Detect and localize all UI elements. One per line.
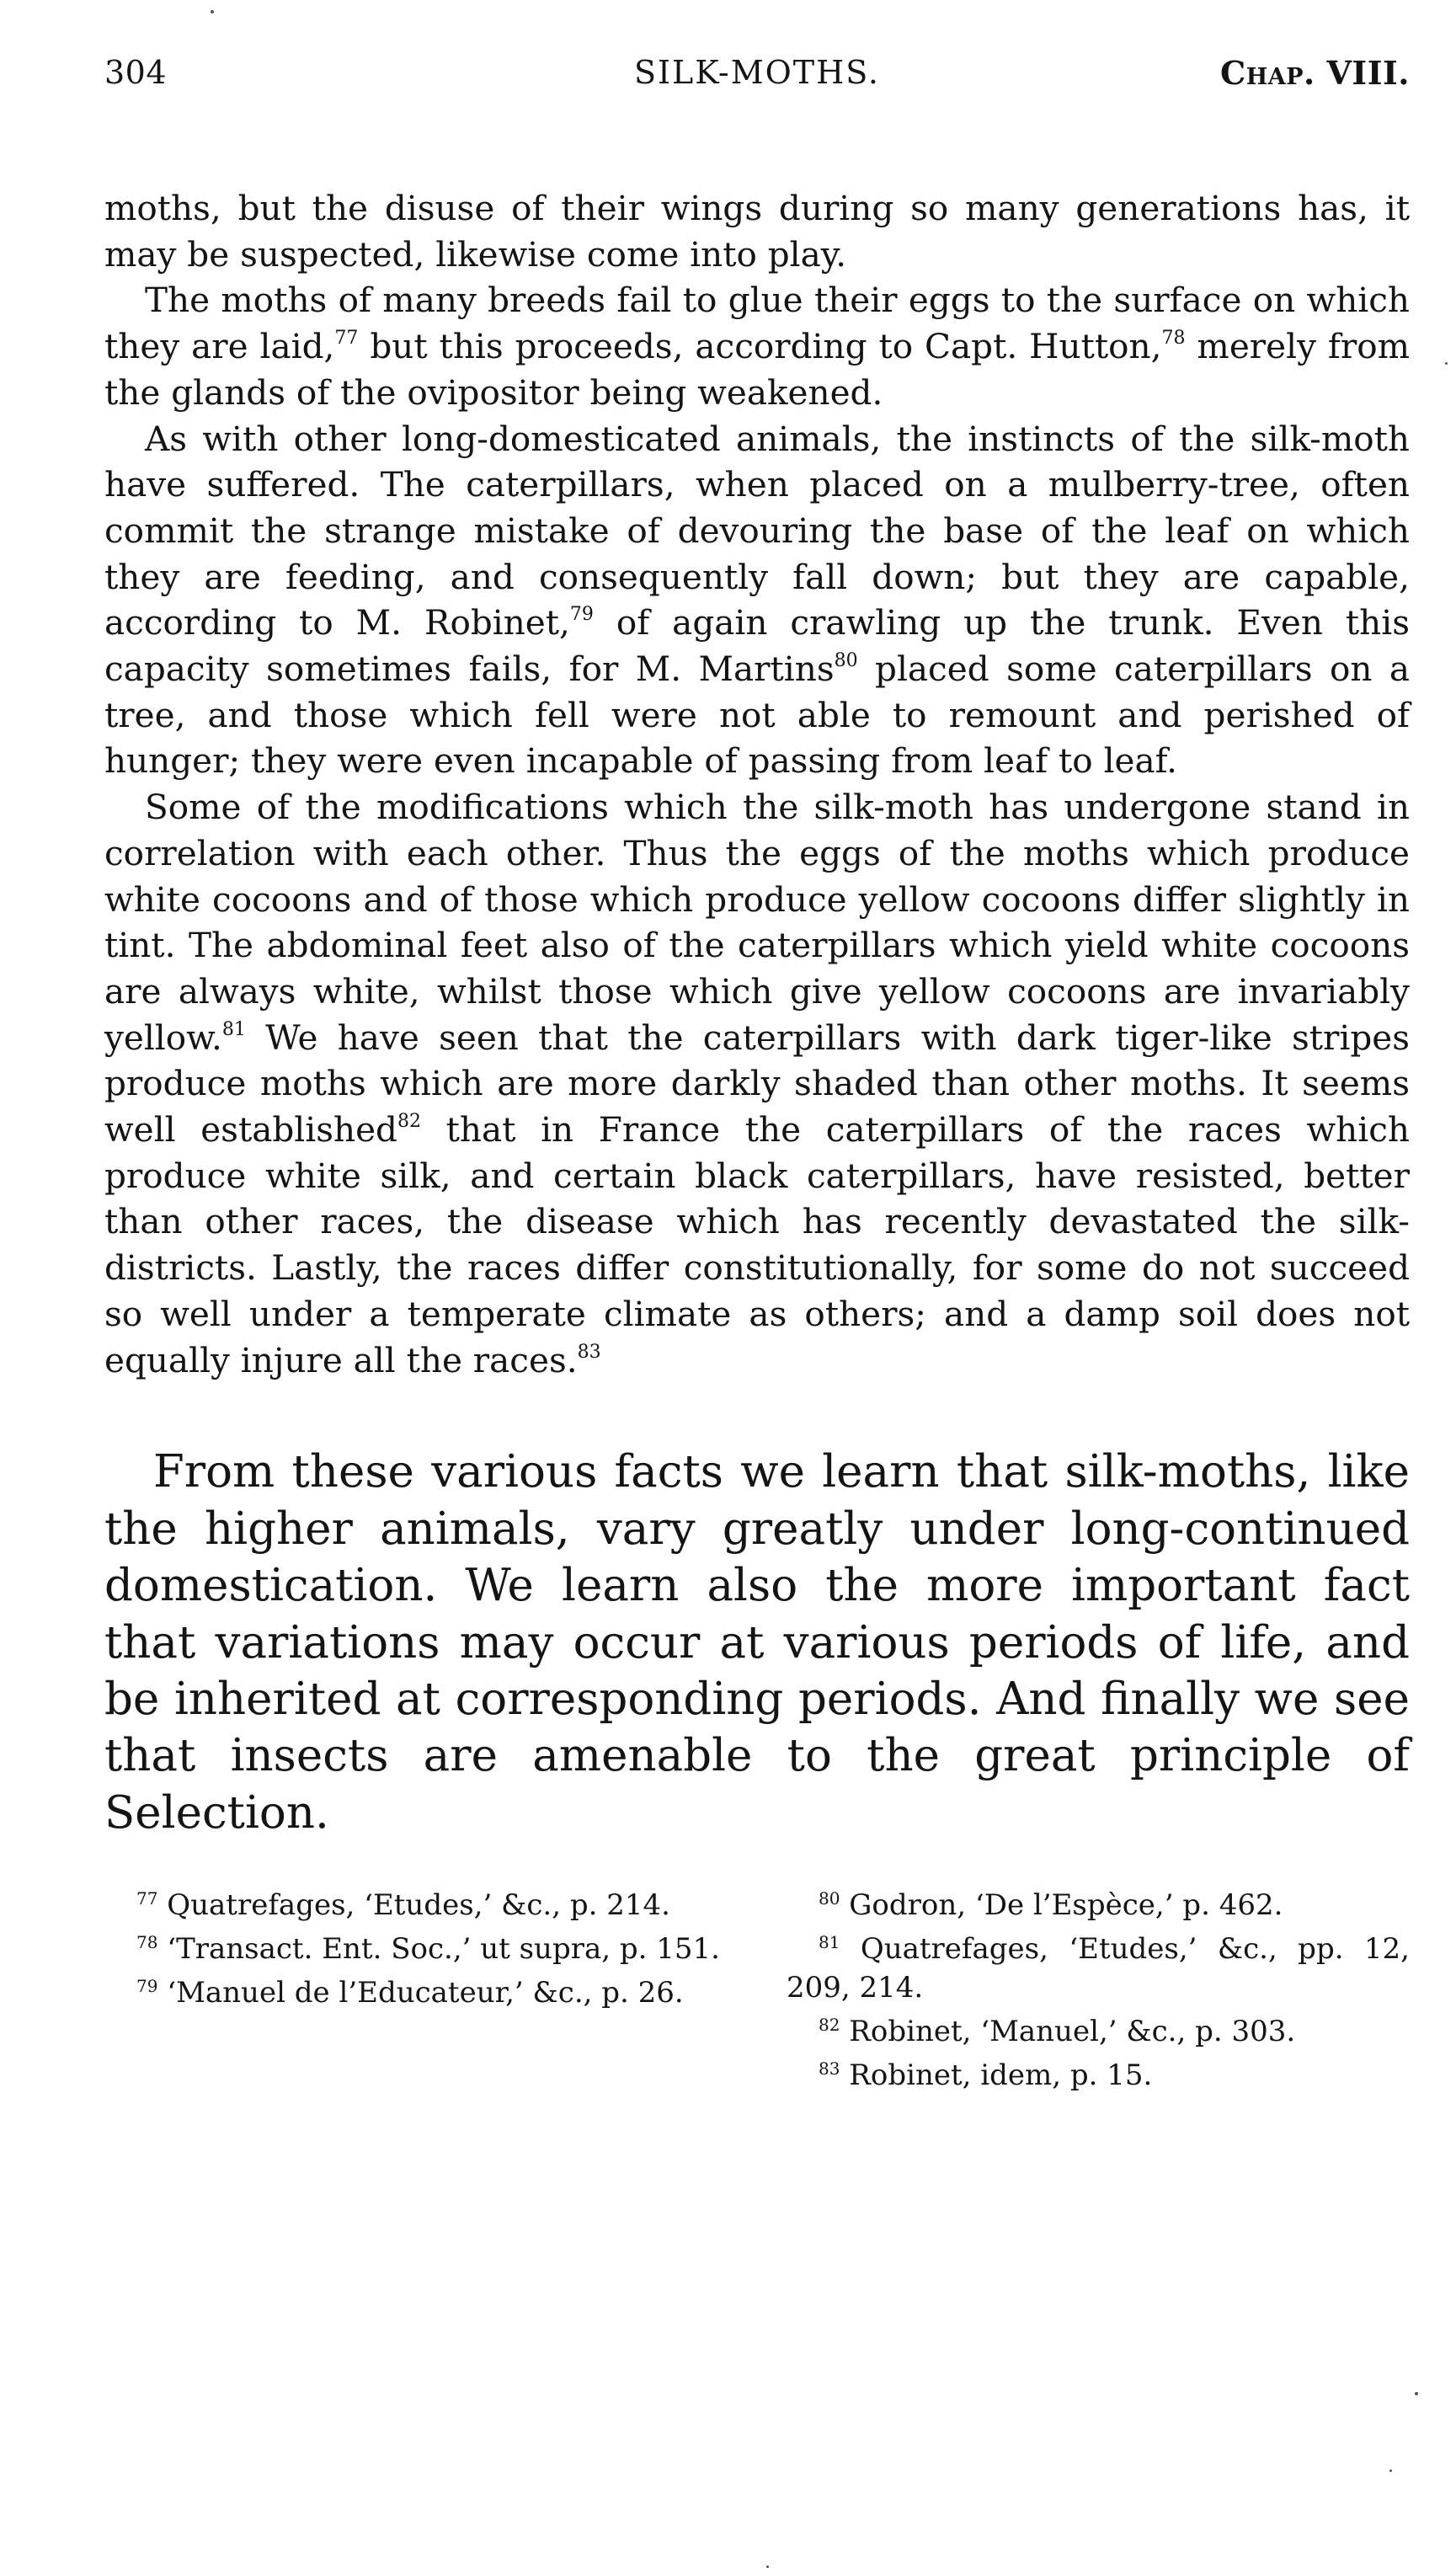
footnote-number: 79 xyxy=(136,1976,158,1997)
footnote-marker: 82 xyxy=(397,1111,421,1133)
scan-speck xyxy=(211,10,214,13)
paragraph-text: that in France the caterpillars of the races which produce white silk, and certain black caterpillars, have resisted, better than other races, the disease which has recently devastated the silk-districts. Lastly, the races differ constitutionally, for some do not succeed so well under a temperate climate as others; and a damp soil does not equally injure all the races. xyxy=(104,1109,1410,1380)
footnote-marker: 80 xyxy=(834,650,858,672)
footnotes-right-column xyxy=(787,1886,1410,2100)
scan-speck xyxy=(1445,362,1448,365)
paragraph-text: of again crawling up the trunk. Even this capacity sometimes fails, for M. Martins xyxy=(104,602,1410,690)
footnote-text: Robinet, ‘Manuel,’ &c., p. 303. xyxy=(840,2015,1296,2049)
paragraph-text: The moths of many breeds fail to glue their eggs to the surface on which they are laid, xyxy=(104,280,1410,367)
footnote-marker: 79 xyxy=(569,604,594,626)
footnote xyxy=(787,2012,1410,2051)
footnote-number: 77 xyxy=(136,1888,158,1909)
footnote-marker: 83 xyxy=(577,1341,601,1363)
footnote-number: 80 xyxy=(819,1888,840,1909)
paragraph-text: merely from the glands of the ovipositor being weakened. xyxy=(104,326,1411,413)
book-page xyxy=(104,44,1410,2100)
scan-speck xyxy=(1415,2392,1418,2395)
chapter-label: Chap. VIII. xyxy=(1219,54,1410,92)
footnote xyxy=(104,1973,728,2012)
paragraph-text: placed some caterpillars on a tree, and those which fell were not able to remount and perished of hunger; they were even incapable of passing from leaf to leaf. xyxy=(104,649,1411,782)
body-paragraph xyxy=(104,416,1410,785)
footnotes xyxy=(104,1886,1410,2100)
footnote xyxy=(787,2056,1410,2095)
footnote-text: Quatrefages, ‘Etudes,’ &c., pp. 12, 209, 214. xyxy=(787,1932,1410,2005)
footnote-marker: 81 xyxy=(221,1018,246,1040)
paragraph-text: We have seen that the caterpillars with dark tiger-like stripes produce moths which are more darkly shaded than other moths. It seems well established xyxy=(104,1017,1410,1151)
footnote-text: Godron, ‘De l’Espèce,’ p. 462. xyxy=(840,1888,1283,1923)
footnote-text: Quatrefages, ‘Etudes,’ &c., p. 214. xyxy=(157,1888,670,1923)
paragraph-text: Some of the modifications which the silk-moth has undergone stand in correlation with each other. Thus the eggs of the moths which produce white cocoons and of those which produce yellow cocoons differ slightly in tint. The abdominal feet also of the caterpillars which yield white cocoons are always white, whilst those which give yellow cocoons are invariably yellow. xyxy=(104,787,1410,1058)
body-paragraph xyxy=(104,277,1410,415)
summary-paragraph: From these various facts we learn that silk-moths, like the higher animals, vary greatly under long-continued domestication. We learn also the more important fact that variations may occur at various periods of life, and be inherited at corresponding periods. And finally we see that insects are amenable to the great principle of Selection. xyxy=(104,1446,1410,1839)
footnotes-left-column xyxy=(104,1886,728,2100)
body-paragraph xyxy=(104,784,1410,1383)
footnote-number: 82 xyxy=(819,2015,840,2036)
running-head xyxy=(104,44,1410,94)
footnote-marker: 77 xyxy=(334,328,359,350)
footnote-text: ‘Transact. Ent. Soc.,’ ut supra, p. 151. xyxy=(157,1932,720,1967)
footnote-number: 81 xyxy=(819,1932,840,1953)
footnote-text: Robinet, idem, p. 15. xyxy=(840,2058,1153,2093)
footnote-marker: 78 xyxy=(1161,328,1186,350)
footnote-number: 78 xyxy=(136,1932,158,1953)
page-number: 304 xyxy=(104,54,168,91)
footnote-text: ‘Manuel de l’Educateur,’ &c., p. 26. xyxy=(157,1976,684,2010)
body-paragraph xyxy=(104,185,1410,277)
paragraph-text: moths, but the disuse of their wings during so many generations has, it may be suspected, likewise come into play. xyxy=(104,188,1410,275)
scan-speck xyxy=(1389,2469,1392,2472)
footnote xyxy=(787,1930,1410,2007)
running-title: SILK-MOTHS. xyxy=(633,54,881,91)
paragraph-text: As with other long-domesticated animals, the instincts of the silk-moth have suffered. The caterpillars, when placed on a mulberry-tree, often commit the strange mistake of devouring the base of the leaf on which they are feeding, and consequently fall down; but they are capable, according to M. Robinet, xyxy=(104,418,1410,643)
footnote-number: 83 xyxy=(819,2058,840,2079)
body-text xyxy=(104,185,1410,1383)
footnote xyxy=(104,1930,728,1968)
paragraph-text: but this proceeds, according to Capt. Hutton, xyxy=(358,326,1162,367)
footnote xyxy=(787,1886,1410,1925)
footnote xyxy=(104,1886,728,1925)
